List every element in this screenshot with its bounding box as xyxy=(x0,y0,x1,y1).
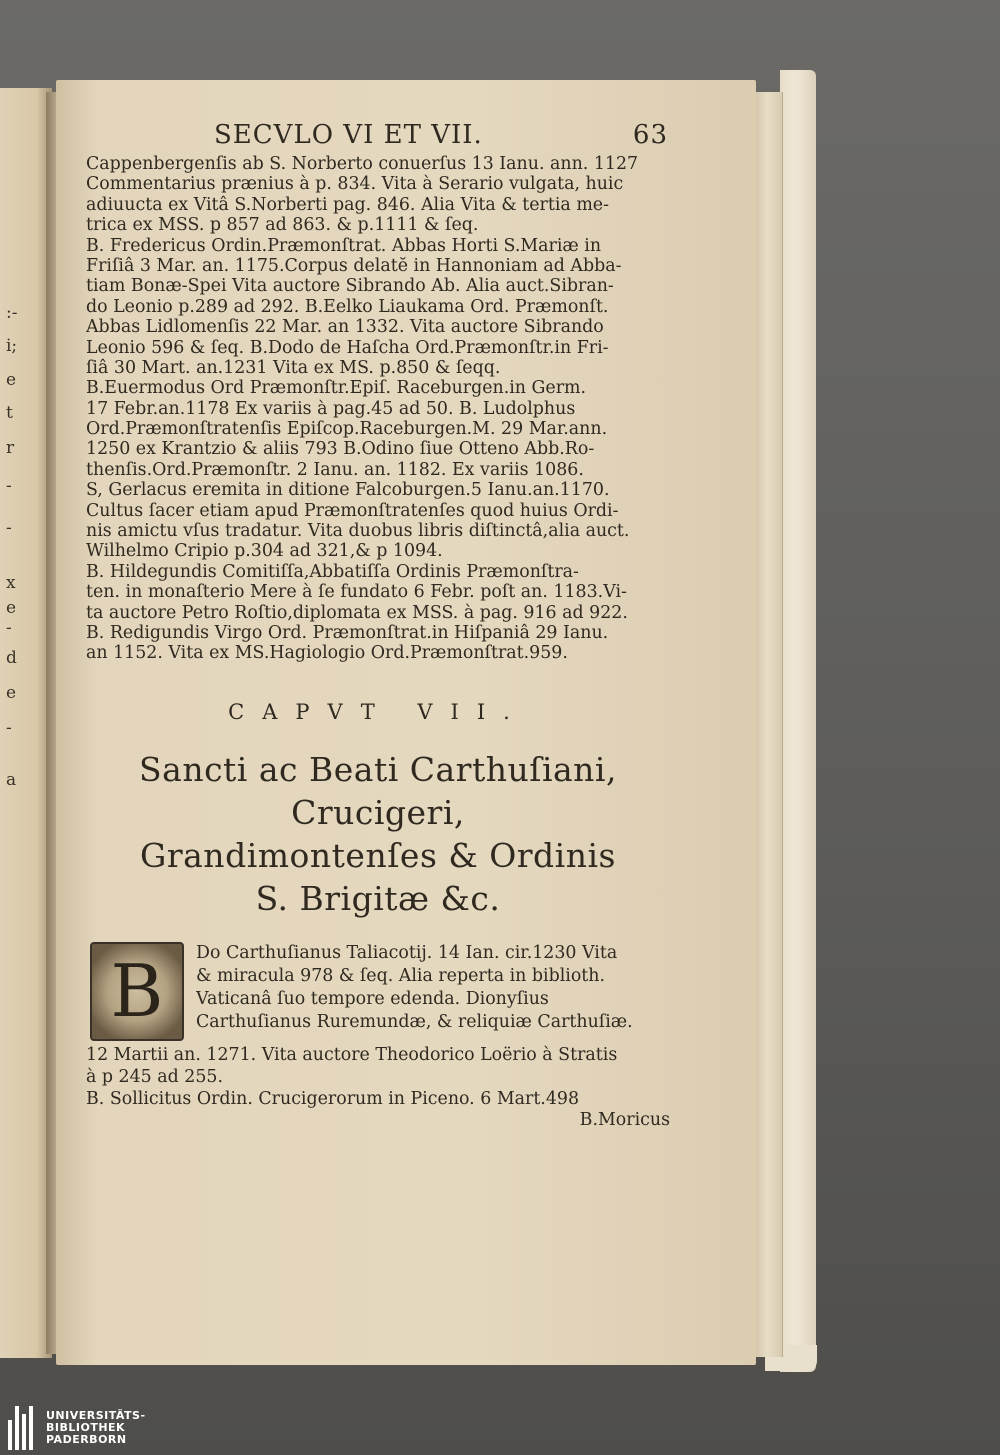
text-line: Carthuſianus Ruremundæ, & reliquiæ Carthuſiæ. xyxy=(196,1011,633,1032)
text-line: Vaticanâ ſuo tempore edenda. Dionyſius xyxy=(196,988,549,1009)
left-page-letter: - xyxy=(6,518,12,538)
drop-cap-lines xyxy=(196,942,670,1034)
left-page-fragment xyxy=(0,88,52,1358)
page-text-block xyxy=(86,120,670,1132)
body-text xyxy=(86,154,670,664)
text-line: 12 Martii an. 1271. Vita auctore Theodorico Loërio à Stratis xyxy=(86,1044,618,1065)
text-line: & miracula 978 & ſeq. Alia reperta in biblioth. xyxy=(196,965,606,986)
text-line: nis amictu vſus tradatur. Vita duobus libris diſtinctâ,alia auct. xyxy=(86,521,630,542)
text-line: Abbas Lidlomenſis 22 Mar. an 1332. Vita auctore Sibrando xyxy=(86,317,604,338)
running-title: SECVLO VI ET VII. xyxy=(214,120,483,150)
decorated-initial-letter: B xyxy=(110,948,164,1033)
text-line: Leonio 596 & ſeq. B.Dodo de Haſcha Ord.Præmonſtr.in Fri- xyxy=(86,337,609,358)
text-line: trica ex MSS. p 857 ad 863. & p.1111 & ſeq. xyxy=(86,215,479,236)
page-header xyxy=(86,120,670,154)
library-logo-icon xyxy=(8,1406,36,1450)
left-page-letter: i; xyxy=(6,336,18,356)
text-line: B.Euermodus Ord Præmonſtr.Epiſ. Raceburgen.in Germ. xyxy=(86,378,587,399)
page-block-edge xyxy=(752,92,783,1357)
body-text-continued xyxy=(86,1044,670,1110)
text-line: Ord.Præmonſtratenſis Epiſcop.Raceburgen.M. 29 Mar.ann. xyxy=(86,419,608,440)
left-page-letter: - xyxy=(6,476,12,496)
text-line: Do Carthuſianus Taliacotij. 14 Ian. cir.1230 Vita xyxy=(196,942,618,963)
catchword: B.Moricus xyxy=(579,1109,670,1130)
text-line: Friſiâ 3 Mar. an. 1175.Corpus delatĕ in Hannoniam ad Abba- xyxy=(86,255,622,276)
text-line: ta auctore Petro Roſtio,diplomata ex MSS. à pag. 916 ad 922. xyxy=(86,602,628,623)
vellum-cover-edge xyxy=(780,70,816,1372)
text-line: adiuucta ex Vitâ S.Norberti pag. 846. Alia Vita & tertia me- xyxy=(86,194,609,215)
text-line: Commentarius prænius à p. 834. Vita à Serario vulgata, huic xyxy=(86,174,624,195)
left-page-letter: - xyxy=(6,618,12,638)
text-line: B. Sollicitus Ordin. Crucigerorum in Piceno. 6 Mart.498 xyxy=(86,1088,580,1109)
text-line: do Leonio p.289 ad 292. B.Eelko Liaukama Ord. Præmonſt. xyxy=(86,296,609,317)
left-page-letter: x xyxy=(6,573,16,593)
library-logo-text xyxy=(46,1410,146,1446)
text-line: an 1152. Vita ex MS.Hagiologio Ord.Præmonſtrat.959. xyxy=(86,643,568,664)
chapter-heading: CAPVT VII. xyxy=(228,699,528,724)
page-number: 63 xyxy=(632,120,668,150)
text-line: ſiâ 30 Mart. an.1231 Vita ex MS. p.850 & ſeqq. xyxy=(86,357,501,378)
left-page-letter: e xyxy=(6,683,17,703)
chapter-title-line: Sancti ac Beati Carthuſiani, Crucigeri, xyxy=(139,749,617,832)
text-line: Cappenbergenſis ab S. Norberto conuerſus 13 Ianu. ann. 1127 xyxy=(86,154,639,174)
left-page-letter: :- xyxy=(6,303,18,323)
text-line: B. Fredericus Ordin.Præmonſtrat. Abbas Horti S.Mariæ in xyxy=(86,235,602,256)
left-page-letter: a xyxy=(6,770,17,790)
decorated-initial xyxy=(90,942,184,1041)
logo-line: BIBLIOTHEK xyxy=(46,1421,126,1434)
text-line: 1250 ex Krantzio & aliis 793 B.Odino ſiue Otteno Abb.Ro- xyxy=(86,439,595,460)
text-line: B. Redigundis Virgo Ord. Præmonſtrat.in Hiſpaniâ 29 Ianu. xyxy=(86,622,609,643)
left-page-letter: - xyxy=(6,718,12,738)
logo-line: PADERBORN xyxy=(46,1433,127,1446)
text-line: tiam Bonæ-Spei Vita auctore Sibrando Ab. Alia auct.Sibran- xyxy=(86,276,614,297)
text-line: Wilhelmo Cripio p.304 ad 321,& p 1094. xyxy=(86,541,443,562)
left-page-letter: d xyxy=(6,648,17,668)
logo-line: UNIVERSITÄTS- xyxy=(46,1409,146,1422)
text-line: 17 Febr.an.1178 Ex variis à pag.45 ad 50. B. Ludolphus xyxy=(86,398,576,419)
chapter-title-line: Grandimontenſes & Ordinis xyxy=(140,835,616,875)
text-line: à p 245 ad 255. xyxy=(86,1066,224,1087)
chapter-title-line: S. Brigitæ &c. xyxy=(255,878,501,918)
left-page-letter: e xyxy=(6,370,17,390)
text-line: S, Gerlacus eremita in ditione Falcoburgen.5 Ianu.an.1170. xyxy=(86,480,610,501)
text-line: Cultus ſacer etiam apud Præmonſtratenſes quod huius Ordi- xyxy=(86,500,619,521)
text-line: ten. in monaſterio Mere à ſe fundato 6 Febr. poſt an. 1183.Vi- xyxy=(86,582,627,603)
drop-cap-paragraph xyxy=(86,942,670,1044)
text-line: thenſis.Ord.Præmonſtr. 2 Ianu. an. 1182. Ex variis 1086. xyxy=(86,459,584,480)
left-page-letter: r xyxy=(6,438,15,458)
chapter-title xyxy=(86,748,670,920)
text-line: B. Hildegundis Comitiſſa,Abbatiſſa Ordinis Præmonſtra- xyxy=(86,561,579,582)
library-logo xyxy=(8,1406,146,1450)
left-page-letter: t xyxy=(6,403,13,423)
left-page-letter: e xyxy=(6,598,17,618)
